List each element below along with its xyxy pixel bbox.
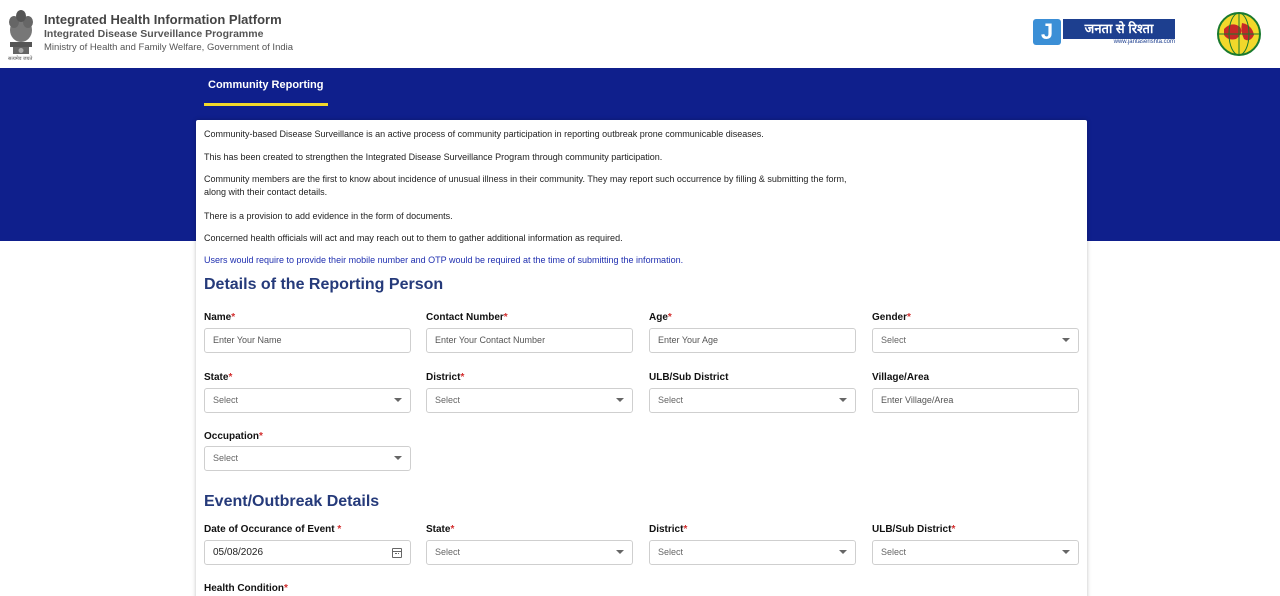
occupation-select[interactable]: Select xyxy=(204,446,411,471)
site-title: Integrated Health Information Platform xyxy=(44,12,282,27)
partner-logo-url: www.jantaserishta.com xyxy=(1113,39,1175,45)
health-condition-label: Health Condition* xyxy=(204,583,288,594)
main-nav xyxy=(0,68,1280,106)
event-ulb-label: ULB/Sub District* xyxy=(872,524,956,535)
site-header xyxy=(0,0,1280,68)
village-input[interactable]: Enter Village/Area xyxy=(872,388,1079,413)
event-state-label: State* xyxy=(426,524,455,535)
otp-note: Users would require to provide their mobile number and OTP would be required at the time of submitting the information. xyxy=(204,255,684,265)
name-label: Name* xyxy=(204,312,236,323)
village-label: Village/Area xyxy=(872,372,930,383)
event-date-label: Date of Occurance of Event * xyxy=(204,524,342,535)
intro-paragraph-2: This has been created to strengthen the Integrated Disease Surveillance Program through community participation. xyxy=(204,152,663,162)
gender-label: Gender* xyxy=(872,312,911,323)
partner-logo xyxy=(1033,19,1175,45)
gender-select[interactable]: Select xyxy=(872,328,1079,353)
chevron-down-icon xyxy=(1062,338,1070,342)
intro-paragraph-3: Community members are the first to know about incidence of unusual illness in their community. They may report such occurrence by filling & submitting the form, along with their contact details. xyxy=(204,174,847,197)
chevron-down-icon xyxy=(839,550,847,554)
event-date-input[interactable]: 05/08/2026 xyxy=(204,540,411,565)
event-section-title: Event/Outbreak Details xyxy=(204,493,380,510)
partner-logo-letter: J xyxy=(1033,19,1061,45)
partner-logo-name: जनता से रिश्ता xyxy=(1063,19,1175,39)
idsp-globe-icon xyxy=(1214,11,1264,57)
chevron-down-icon xyxy=(394,398,402,402)
state-select[interactable]: Select xyxy=(204,388,411,413)
intro-paragraph-1: Community-based Disease Surveillance is an active process of community participation in reporting outbreak prone communicable diseases. xyxy=(204,129,764,139)
event-district-select[interactable]: Select xyxy=(649,540,856,565)
chevron-down-icon xyxy=(616,398,624,402)
national-emblem-icon xyxy=(6,8,36,60)
event-ulb-select[interactable]: Select xyxy=(872,540,1079,565)
district-label: District* xyxy=(426,372,465,383)
site-subtitle: Integrated Disease Surveillance Programme xyxy=(44,28,264,40)
occupation-label: Occupation* xyxy=(204,431,263,442)
ulb-select[interactable]: Select xyxy=(649,388,856,413)
emblem-caption: सत्यमेव जयते xyxy=(8,56,33,62)
reporting-section-title: Details of the Reporting Person xyxy=(204,276,444,293)
brand-block xyxy=(44,12,293,54)
age-input[interactable]: Enter Your Age xyxy=(649,328,856,353)
district-select[interactable]: Select xyxy=(426,388,633,413)
name-input[interactable]: Enter Your Name xyxy=(204,328,411,353)
contact-input[interactable]: Enter Your Contact Number xyxy=(426,328,633,353)
ulb-label: ULB/Sub District xyxy=(649,372,729,383)
contact-label: Contact Number* xyxy=(426,312,508,323)
calendar-icon[interactable] xyxy=(392,548,402,558)
event-state-select[interactable]: Select xyxy=(426,540,633,565)
intro-paragraph-5: Concerned health officials will act and may reach out to them to gather additional information as required. xyxy=(204,233,623,243)
chevron-down-icon xyxy=(394,456,402,460)
event-district-label: District* xyxy=(649,524,688,535)
tab-community-reporting[interactable]: Community Reporting xyxy=(204,68,328,106)
chevron-down-icon xyxy=(1062,550,1070,554)
reporting-form-card xyxy=(196,120,1087,596)
intro-paragraph-4: There is a provision to add evidence in the form of documents. xyxy=(204,211,453,221)
state-label: State* xyxy=(204,372,233,383)
ministry-name: Ministry of Health and Family Welfare, Government of India xyxy=(44,42,294,53)
chevron-down-icon xyxy=(839,398,847,402)
age-label: Age* xyxy=(649,312,672,323)
chevron-down-icon xyxy=(616,550,624,554)
